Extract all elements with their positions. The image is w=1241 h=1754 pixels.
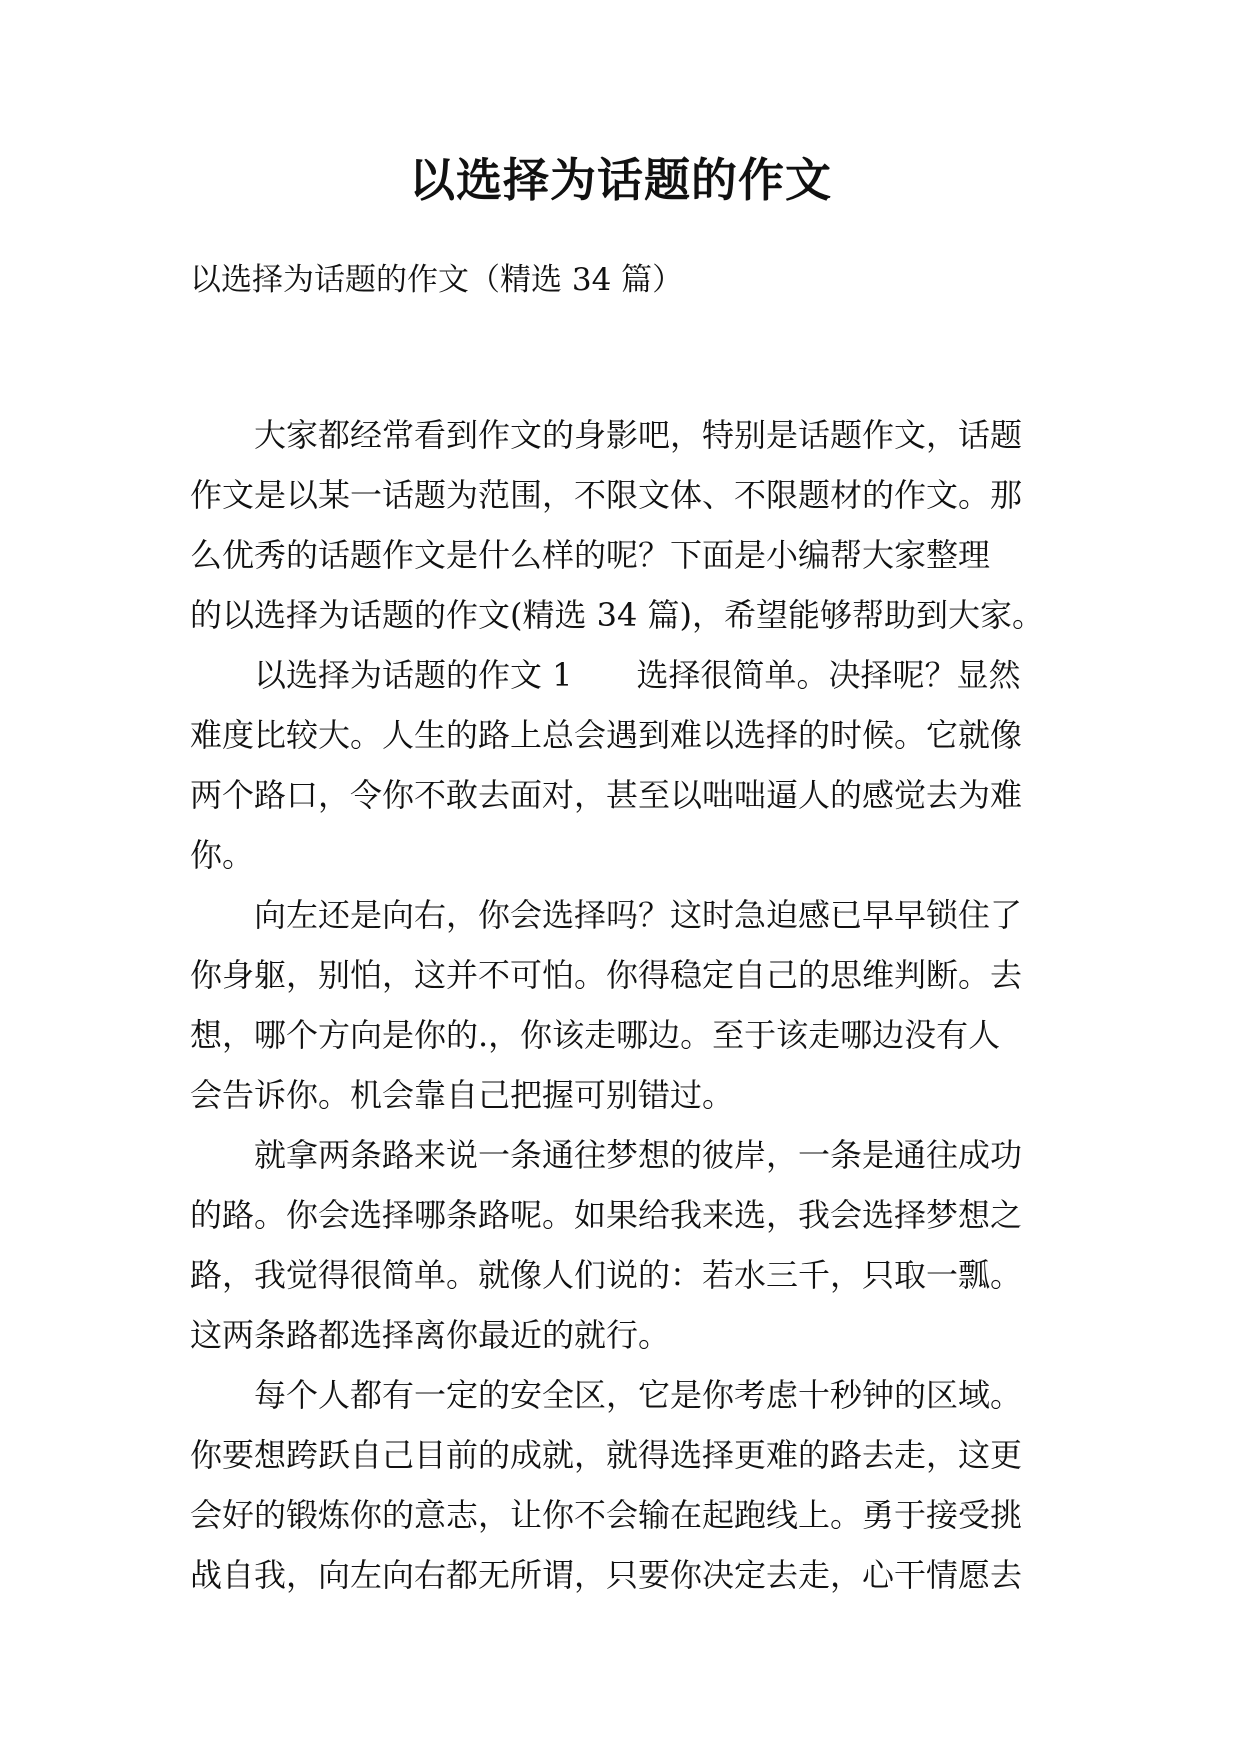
body-line: 么优秀的话题作文是什么样的呢？下面是小编帮大家整理 bbox=[190, 536, 991, 574]
document-subtitle: 以选择为话题的作文（精选 34 篇） bbox=[190, 262, 684, 298]
body-line: 想，哪个方向是你的.，你该走哪边。至于该走哪边没有人 bbox=[190, 1016, 1001, 1054]
section-heading-line bbox=[190, 645, 1060, 705]
body-line: 向左还是向右，你会选择吗？这时急迫感已早早锁住了 bbox=[254, 896, 1023, 934]
body-line: 会告诉你。机会靠自己把握可别错过。 bbox=[190, 1076, 735, 1114]
section-heading: 以选择为话题的作文 1 bbox=[254, 656, 573, 694]
body-line: 难度比较大。人生的路上总会遇到难以选择的时候。它就像 bbox=[190, 716, 1023, 754]
body-line: 你。 bbox=[190, 836, 255, 874]
body-line: 你身躯，别怕，这并不可怕。你得稳定自己的思维判断。去 bbox=[190, 956, 1023, 994]
document-body bbox=[190, 405, 1060, 1605]
body-line: 你要想跨跃自己目前的成就，就得选择更难的路去走，这更 bbox=[190, 1436, 1023, 1474]
document-title: 以选择为话题的作文 bbox=[409, 153, 832, 207]
body-line: 大家都经常看到作文的身影吧，特别是话题作文，话题 bbox=[254, 416, 1023, 454]
body-line: 选择很简单。决择呢？显然 bbox=[636, 656, 1021, 694]
body-line: 会好的锻炼你的意志，让你不会输在起跑线上。勇于接受挑 bbox=[190, 1496, 1023, 1534]
body-line: 的以选择为话题的作文(精选 34 篇)，希望能够帮助到大家。 bbox=[190, 596, 1045, 634]
body-line: 作文是以某一话题为范围，不限文体、不限题材的作文。那 bbox=[190, 476, 1023, 514]
body-line: 这两条路都选择离你最近的就行。 bbox=[190, 1316, 671, 1354]
body-line: 战自我，向左向右都无所谓，只要你决定去走，心干情愿去 bbox=[190, 1556, 1023, 1594]
body-line: 的路。你会选择哪条路呢。如果给我来选，我会选择梦想之 bbox=[190, 1196, 1023, 1234]
body-line: 路，我觉得很简单。就像人们说的：若水三千，只取一瓢。 bbox=[190, 1256, 1023, 1294]
body-line: 就拿两条路来说一条通往梦想的彼岸，一条是通往成功 bbox=[254, 1136, 1023, 1174]
body-line: 两个路口，令你不敢去面对，甚至以咄咄逼人的感觉去为难 bbox=[190, 776, 1023, 814]
body-line: 每个人都有一定的安全区，它是你考虑十秒钟的区域。 bbox=[254, 1376, 1023, 1414]
